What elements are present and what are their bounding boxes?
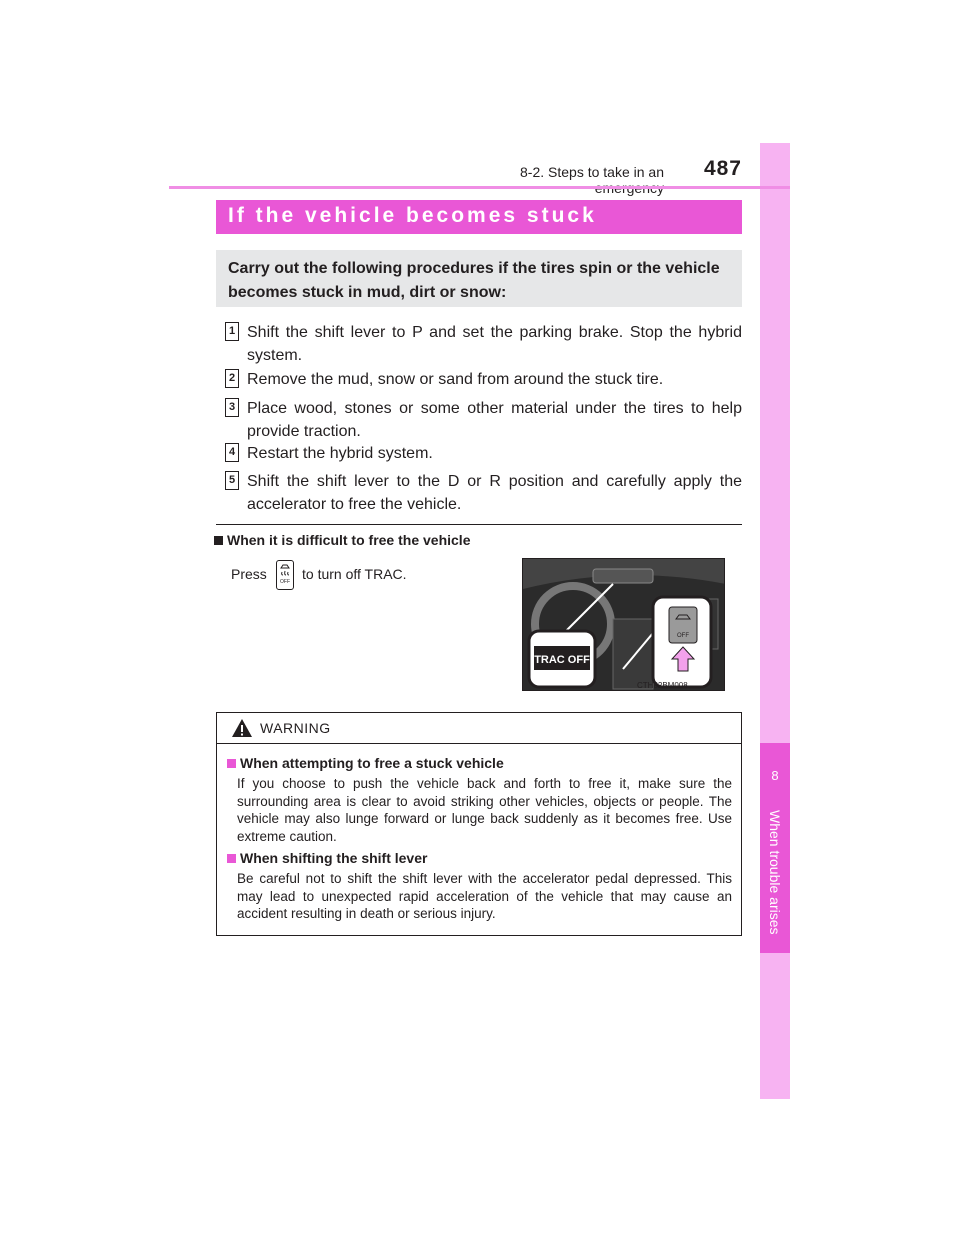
subheading-difficult xyxy=(214,532,470,548)
square-bullet-icon xyxy=(227,759,236,768)
chapter-label: When trouble arises xyxy=(767,810,783,935)
step-number-badge: 4 xyxy=(225,443,239,462)
warning-header xyxy=(217,713,741,744)
chapter-number: 8 xyxy=(771,768,779,783)
warning-label: WARNING xyxy=(260,720,331,736)
press-text: Press xyxy=(231,566,267,582)
warning-triangle-icon xyxy=(231,718,253,738)
step-number-badge: 1 xyxy=(225,322,239,341)
square-bullet-icon xyxy=(227,854,236,863)
step-text: Shift the shift lever to P and set the parking brake. Stop the hybrid system. xyxy=(247,324,742,364)
step-number-badge: 3 xyxy=(225,398,239,417)
step-number-badge: 2 xyxy=(225,369,239,388)
step-text: Shift the shift lever to the D or R position and carefully apply the accelerator to free the vehicle. xyxy=(247,473,742,513)
warning-item-title-text: When shifting the shift lever xyxy=(240,850,428,866)
trac-off-icon-text: OFF xyxy=(280,579,290,585)
subheading-text: When it is difficult to free the vehicle xyxy=(227,532,471,548)
intro-box: Carry out the following procedures if the tires spin or the vehicle becomes stuck in mud, dirt or snow: xyxy=(216,250,742,307)
square-bullet-icon xyxy=(214,536,223,545)
warning-item-title xyxy=(227,850,427,866)
side-tab-upper xyxy=(760,143,790,743)
step-number-badge: 5 xyxy=(225,471,239,490)
warning-box xyxy=(216,712,742,936)
warning-item-body: Be careful not to shift the shift lever with the accelerator pedal depressed. This may lead to unexpected rapid acceleration of the vehicle that may cause an accident resulting in death or serious injury. xyxy=(237,871,732,921)
warning-item-title xyxy=(227,755,504,771)
section-divider xyxy=(216,524,742,525)
title-bar xyxy=(216,200,742,234)
dashboard-illustration xyxy=(522,558,725,691)
step-text: Place wood, stones or some other material under the tires to help provide traction. xyxy=(247,400,742,440)
trac-off-switch-text: OFF xyxy=(677,633,689,639)
page-title: If the vehicle becomes stuck xyxy=(228,204,597,227)
trac-off-callout-label: TRAC OFF xyxy=(534,654,590,666)
press-after-text: to turn off TRAC. xyxy=(302,566,407,582)
illustration-code: CTH82BM008 xyxy=(637,681,688,690)
step-text: Remove the mud, snow or sand from around the stuck tire. xyxy=(247,371,664,388)
trac-off-button-icon xyxy=(276,560,294,590)
side-tab-lower xyxy=(760,953,790,1099)
step-text: Restart the hybrid system. xyxy=(247,445,433,462)
header-rule xyxy=(169,186,790,189)
warning-item-title-text: When attempting to free a stuck vehicle xyxy=(240,755,504,771)
section-heading: 8-2. Steps to take in an xyxy=(520,164,664,180)
warning-item-body: If you choose to push the vehicle back and forth to free it, make sure the surrounding area is clear to avoid striking other vehicles, objects or people. The vehicle may also lunge forward or lunge back suddenly as it becomes free. Use extreme caution. xyxy=(237,776,732,844)
page-number: 487 xyxy=(703,157,742,180)
